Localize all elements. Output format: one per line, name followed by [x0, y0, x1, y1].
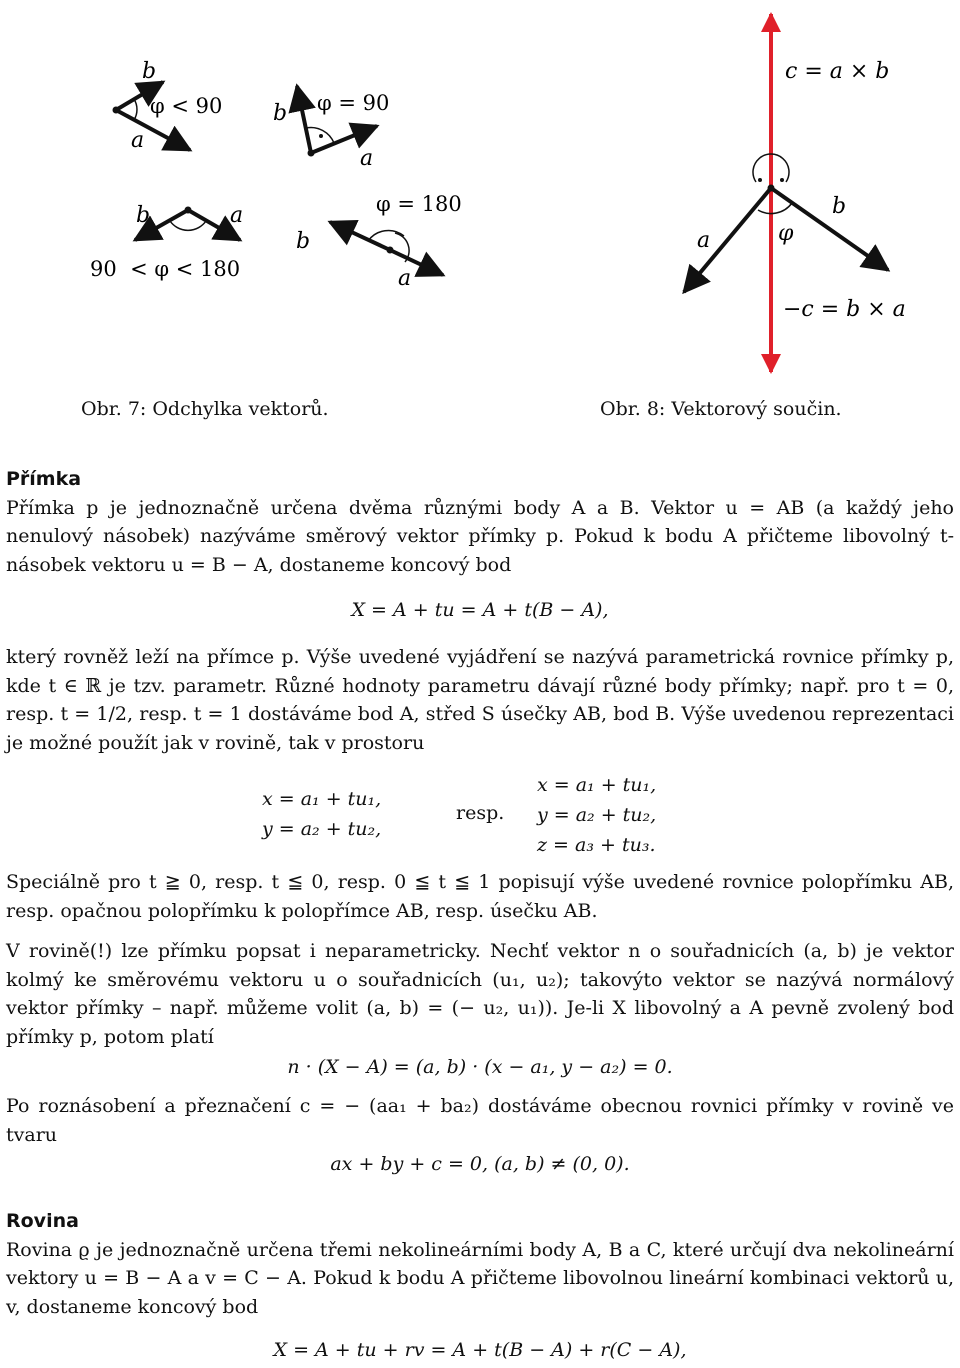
straight-angle-arc: [368, 231, 404, 241]
cross-angle-arc: [758, 203, 792, 214]
cross-top-label: c = a × b: [785, 59, 890, 84]
right-label-phi: φ = 90: [317, 91, 390, 115]
acute-label-phi: φ < 90: [150, 94, 223, 118]
obtuse-label-phi: 90 < φ < 180: [90, 257, 241, 281]
primka-paragraph-2: který rovněž leží na přímce p. Výše uvedené vyjádření se nazývá parametrická rovnice přímky p, kde t ∈ ℝ je tzv. parametr. Různé hodnoty parametru dávají různé body přímky; např. pro t = 0, resp. t = 1/2, resp. t = 1 dostáváme bod A, střed S úsečky AB, bod B. Výše uvedenou reprezentaci je možné použít jak v rovině, tak v prostoru: [6, 646, 954, 754]
primka-equation-2: n · (X − A) = (a, b) · (x − a₁, y − a₂) = 0.: [287, 1056, 673, 1078]
cross-label-phi: φ: [778, 221, 794, 246]
acute-label-a: a: [131, 128, 145, 153]
right-vector-b: [297, 86, 311, 153]
straight-label-phi: φ = 180: [376, 192, 462, 216]
section-heading-rovina: Rovina: [6, 1210, 79, 1232]
straight-angle-diagram: [296, 192, 462, 291]
system-3d: [537, 770, 656, 860]
cross-label-b: b: [832, 194, 847, 219]
figure7-caption: Obr. 7: Odchylka vektorů.: [81, 398, 329, 420]
figure8-caption: Obr. 8: Vektorový součin.: [600, 398, 842, 420]
right-angle-diagram: [273, 86, 389, 171]
cross-product-diagram: [684, 14, 906, 372]
obtuse-label-a: a: [230, 203, 244, 228]
straight-label-a: a: [398, 266, 412, 291]
system-resp: resp.: [456, 802, 505, 824]
primka-equation-3: ax + by + c = 0, (a, b) ≠ (0, 0).: [330, 1153, 630, 1175]
acute-angle-diagram: [113, 59, 223, 153]
right-label-b: b: [273, 101, 288, 126]
system-2d-row-2: y = a₂ + tu₂,: [262, 818, 382, 840]
system-2d: [262, 784, 381, 844]
primka-equation-1: X = A + tu = A + t(B − A),: [351, 599, 609, 621]
section-heading-primka: Přímka: [6, 468, 82, 490]
rovina-paragraph-1: Rovina ϱ je jednoznačně určena třemi nekolineárními body A, B a C, které určují dva nekolineární vektory u = B − A a v = C − A. Pokud k bodu A přičteme libovolnou lineární kombinaci vektorů u, v, dostaneme koncový bod: [6, 1238, 954, 1318]
system-3d-row-3: z = a₃ + tu₃.: [537, 834, 656, 856]
straight-label-b: b: [296, 229, 311, 254]
section-rovina: [6, 1207, 954, 1321]
system-3d-row-1: x = a₁ + tu₁,: [537, 774, 657, 796]
obtuse-label-b: b: [136, 203, 151, 228]
section-primka: [6, 465, 954, 579]
system-3d-row-2: y = a₂ + tu₂,: [537, 804, 657, 826]
primka-paragraph-4: V rovině(!) lze přímku popsat i neparametricky. Nechť vektor n o souřadnicích (a, b) je vektor kolmý ke směrovému vektoru u o souřadnicích (u₁, u₂); takovýto vektor se nazývá normálový vektor přímky – např. můžeme volit (a, b) = (− u₂, u₁)). Je-li X libovolný a A pevně zvolený bod přímky p, potom platí: [6, 940, 954, 1048]
cross-label-a: a: [697, 228, 711, 253]
straight-vector-b: [330, 222, 390, 250]
primka-paragraph-3: Speciálně pro t ≧ 0, resp. t ≦ 0, resp. 0 ≦ t ≦ 1 popisují výše uvedené rovnice polopřímku AB, resp. opačnou polopřímku k polopřímce AB, resp. úsečku AB.: [6, 871, 954, 922]
primka-paragraph-1: Přímka p je jednoznačně určena dvěma různými body A a B. Vektor u = AB (a každý jeho nenulový násobek) nazýváme směrový vektor přímky p. Pokud k bodu A přičteme libovolný t-násobek vektoru u = B − A, dostaneme koncový bod: [6, 496, 954, 576]
primka-paragraph-5: Po roznásobení a přeznačení c = − (aa₁ + ba₂) dostáváme obecnou rovnici přímky v rovině ve tvaru: [6, 1095, 954, 1146]
acute-angle-arc: [134, 99, 137, 120]
right-label-a: a: [360, 146, 374, 171]
obtuse-angle-diagram: [90, 203, 243, 281]
rovina-equation-1: X = A + tu + rv = A + t(B − A) + r(C − A),: [273, 1339, 687, 1361]
system-2d-row-1: x = a₁ + tu₁,: [262, 788, 382, 810]
cross-bottom-label: −c = b × a: [783, 297, 906, 322]
figures-svg: [0, 0, 960, 380]
acute-label-b: b: [142, 59, 157, 84]
obtuse-angle-arc: [170, 221, 206, 230]
